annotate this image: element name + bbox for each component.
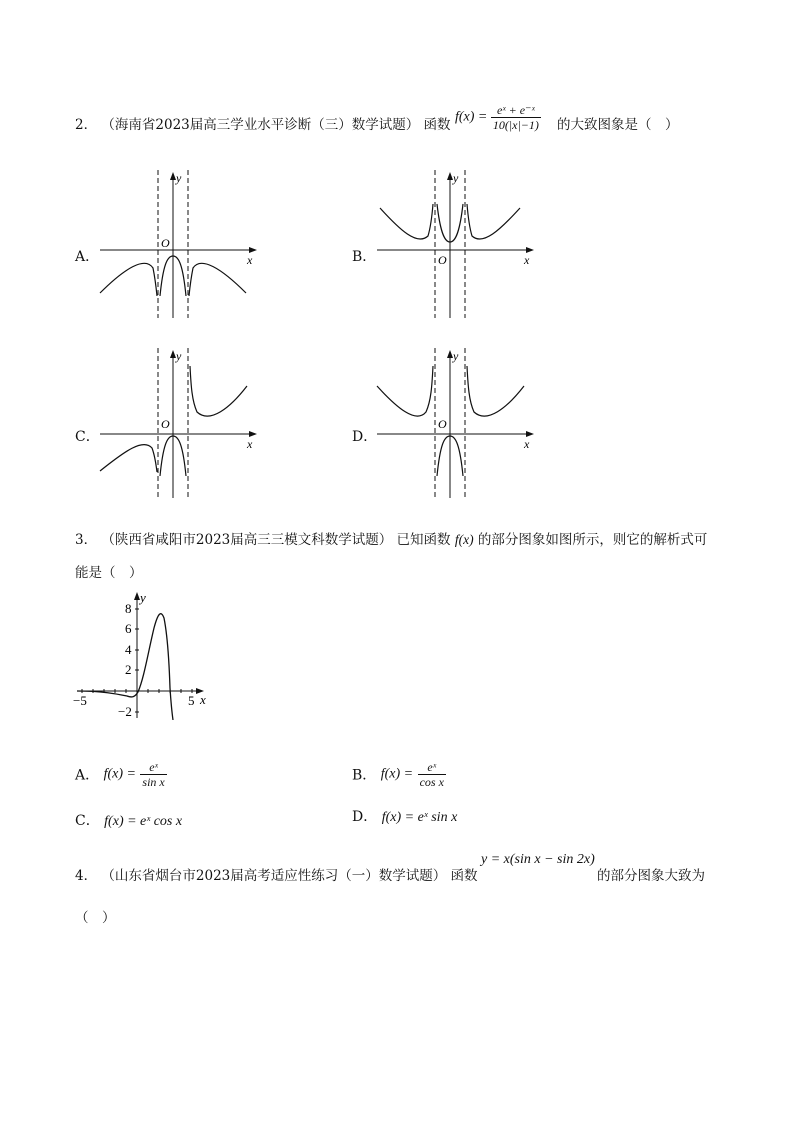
y-tick-label-2: 2 <box>125 662 132 677</box>
q3-option-c <box>75 810 182 830</box>
curve-right <box>190 366 247 416</box>
question-2-source: （海南省2023届高三学业水平诊断（三）数学试题） <box>101 117 420 133</box>
option-c-graph <box>95 346 265 500</box>
q3-option-c-letter: C． <box>75 813 100 829</box>
y-axis-label: y <box>453 349 459 363</box>
question-2-lead: 函数 <box>423 117 451 133</box>
question-4-source: （山东省烟台市2023届高考适应性练习（一）数学试题） <box>101 868 447 884</box>
question-4-tail: 的部分图象大致为 <box>597 868 705 884</box>
q3-option-d-expr: f(x) = eˣ sin x <box>381 810 458 825</box>
question-4-lead: 函数 <box>450 868 478 884</box>
y-axis-label: y <box>453 171 459 185</box>
question-2-tail: 的大致图象是（ ） <box>557 117 679 133</box>
curve-left <box>100 263 157 296</box>
formula-lhs: f(x) = <box>455 109 488 125</box>
q3-option-a-letter: A． <box>75 767 100 784</box>
q3-option-b <box>352 760 446 789</box>
x-axis-label: x <box>247 437 253 451</box>
origin-label: O <box>161 236 170 250</box>
option-c-label: C． <box>75 429 100 445</box>
x-axis-label: x <box>524 253 530 267</box>
curve-left <box>377 366 433 416</box>
question-2-number: 2． <box>75 117 98 133</box>
question-3-source: （陕西省咸阳市2023届高三三模文科数学试题） <box>101 532 393 548</box>
formula-denominator: 10(|x|−1) <box>492 118 539 132</box>
y-axis-label: y <box>176 349 182 363</box>
option-b-graph <box>372 168 542 320</box>
y-tick-label-6: 6 <box>125 621 132 636</box>
y-axis-label: y <box>176 171 182 185</box>
question-4-line <box>75 866 478 886</box>
question-2-line <box>75 115 451 135</box>
origin-label: O <box>161 417 170 431</box>
y-axis-label: y <box>140 590 146 605</box>
q3-option-d-letter: D． <box>352 809 378 825</box>
y-tick-label-4: 4 <box>125 642 132 657</box>
question-4-line2: （ ） <box>75 910 116 926</box>
option-d-graph <box>372 346 542 500</box>
formula-numerator: eˣ + e⁻ˣ <box>491 103 541 118</box>
y-tick-label-8: 8 <box>125 601 132 616</box>
question-3-line <box>75 530 707 550</box>
curve-right <box>189 263 246 296</box>
q3-option-c-expr: f(x) = eˣ cos x <box>104 814 183 829</box>
q3-option-a-den: sin x <box>142 775 165 789</box>
x-axis-label: x <box>200 692 206 707</box>
question-2-formula <box>455 103 541 132</box>
x-tick-label-5: 5 <box>188 693 195 708</box>
curve-left <box>380 204 433 239</box>
curve-right <box>467 204 520 239</box>
x-axis-label: x <box>524 437 530 451</box>
question-3-graph <box>72 588 212 720</box>
q3-option-b-lhs: f(x) = <box>380 766 414 782</box>
question-4-number: 4． <box>75 868 98 884</box>
option-b-label: B． <box>352 249 377 265</box>
question-4-formula: y = x(sin x − sin 2x) <box>481 852 595 867</box>
q3-option-d <box>352 806 457 826</box>
question-3-number: 3． <box>75 532 98 548</box>
q3-option-b-den: cos x <box>419 775 444 789</box>
question-3-line2: 能是（ ） <box>75 565 143 581</box>
curve-right <box>467 366 524 416</box>
q3-option-b-num: eˣ <box>418 760 446 775</box>
question-3-tail: 的部分图象如图所示，则它的解析式可 <box>477 532 708 548</box>
option-a-graph <box>95 168 265 320</box>
y-tick-label-neg2: −2 <box>118 704 132 719</box>
q3-option-a-lhs: f(x) = <box>103 766 136 782</box>
origin-label: O <box>438 417 447 431</box>
curve-left <box>100 445 157 472</box>
q3-option-a-num: eˣ <box>140 760 166 775</box>
question-3-lead: 已知函数 <box>396 532 451 548</box>
x-axis-label: x <box>247 253 253 267</box>
q3-option-a <box>75 760 167 789</box>
q3-option-b-letter: B． <box>352 767 377 784</box>
option-a-label: A． <box>75 249 100 265</box>
x-tick-label-neg5: −5 <box>73 693 87 708</box>
option-d-label: D． <box>352 429 378 445</box>
origin-label: O <box>438 253 447 267</box>
question-3-func: f(x) <box>454 532 474 547</box>
